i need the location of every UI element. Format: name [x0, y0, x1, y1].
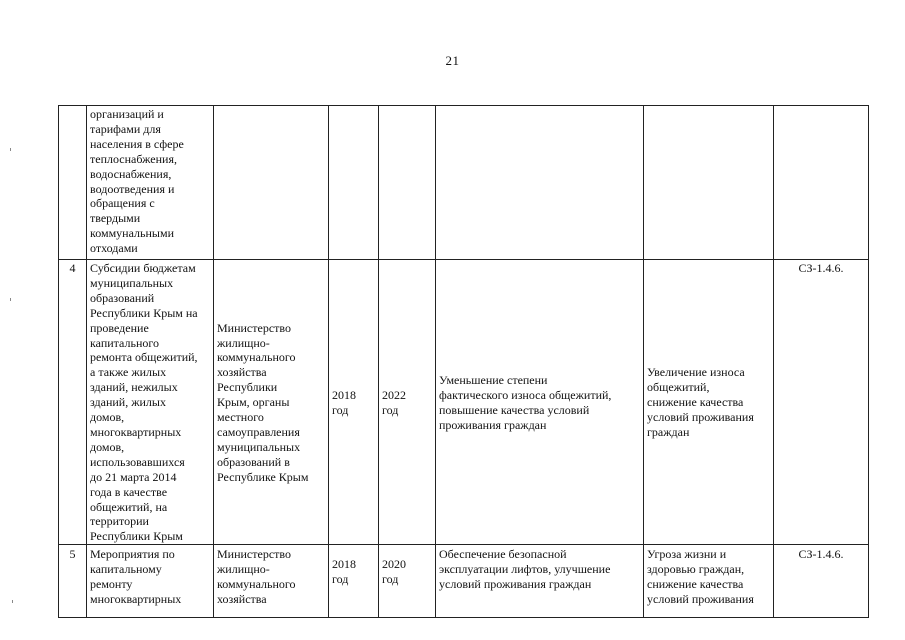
code-cell	[774, 106, 869, 260]
end-year-cell: 2020 год	[379, 545, 436, 618]
end-year-cell	[379, 106, 436, 260]
executor-cell	[214, 106, 329, 260]
consequence-cell	[644, 106, 774, 260]
table-row	[59, 106, 869, 260]
code-cell: СЗ-1.4.6.	[774, 260, 869, 545]
consequence-cell: Увеличение износа общежитий, снижение качества условий проживания граждан	[644, 260, 774, 545]
table-row	[59, 545, 869, 618]
table-row	[59, 260, 869, 545]
expected-result-cell: Обеспечение безопасной эксплуатации лифтов, улучшение условий проживания граждан	[436, 545, 644, 618]
consequence-cell: Угроза жизни и здоровью граждан, снижение качества условий проживания	[644, 545, 774, 618]
scan-mark	[12, 600, 13, 603]
end-year-cell: 2022 год	[379, 260, 436, 545]
measure-name-cell: организаций и тарифами для населения в сфере теплоснабжения, водоснабжения, водоотведения и обращения с твердыми коммунальными отходами	[87, 106, 214, 260]
scan-mark	[10, 148, 11, 151]
row-number-cell: 5	[59, 545, 87, 618]
start-year-cell: 2018 год	[329, 545, 379, 618]
row-number-cell	[59, 106, 87, 260]
code-cell: СЗ-1.4.6.	[774, 545, 869, 618]
measure-name-cell: Мероприятия по капитальному ремонту многоквартирных	[87, 545, 214, 618]
start-year-cell	[329, 106, 379, 260]
expected-result-cell: Уменьшение степени фактического износа общежитий, повышение качества условий проживания граждан	[436, 260, 644, 545]
row-number-cell: 4	[59, 260, 87, 545]
executor-cell: Министерство жилищно- коммунального хозяйства Республики Крым, органы местного самоуправления муниципальных образований в Республике Крым	[214, 260, 329, 545]
expected-result-cell	[436, 106, 644, 260]
page-number: 21	[445, 53, 460, 68]
start-year-cell: 2018 год	[329, 260, 379, 545]
scan-mark	[10, 298, 11, 301]
measures-table	[58, 105, 869, 618]
executor-cell: Министерство жилищно- коммунального хозяйства	[214, 545, 329, 618]
measure-name-cell: Субсидии бюджетам муниципальных образований Республики Крым на проведение капитального ремонта общежитий, а также жилых зданий, нежилых зданий, жилых домов, многоквартирных домов, использовавшихся до 21 марта 2014 года в качестве общежитий, на территории Республики Крым	[87, 260, 214, 545]
